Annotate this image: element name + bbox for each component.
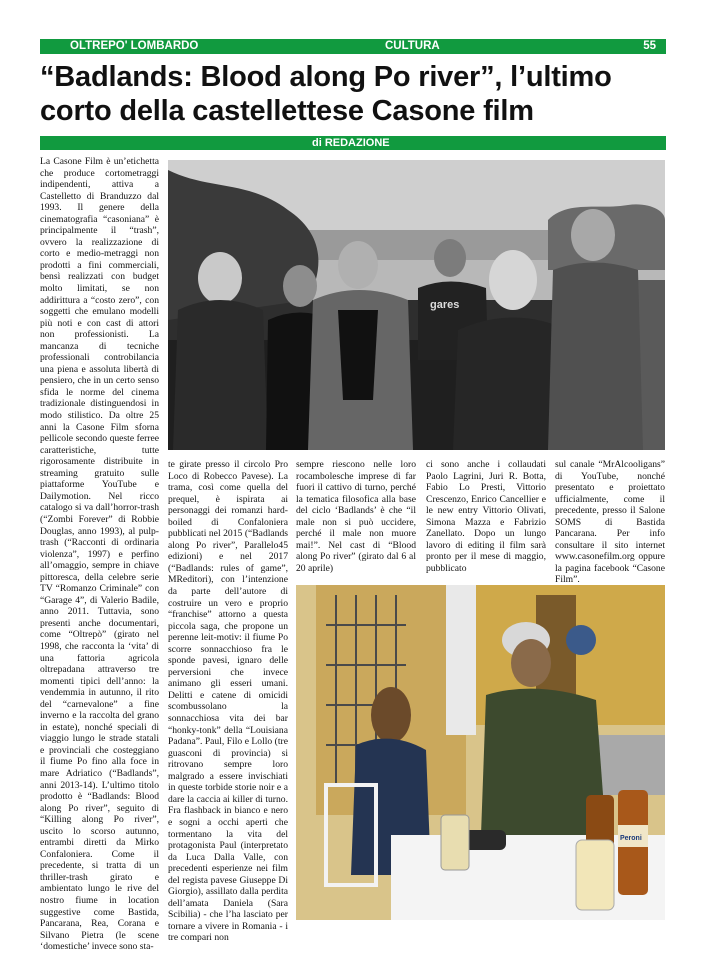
beer-label: Peroni bbox=[620, 835, 642, 842]
article-column-1 bbox=[40, 156, 159, 953]
article-column-5 bbox=[555, 459, 665, 586]
byline-bar bbox=[40, 136, 666, 150]
column-text: sempre riescono nelle loro rocambolesche imprese di far fuori il cattivo di turno, perché la tematica filosofica alla base del ciclo ‘Badlands’ è che “il male non si può uccidere, perché il male non muore mai!”. Nel cast di “Blood along Po river” (girato dal 6 al 20 aprile) bbox=[296, 459, 416, 574]
shirt-print: gares bbox=[430, 299, 460, 311]
column-text: te girate presso il circolo Pro Loco di Robecco Pavese). La trama, così come quella del prequel, è ispirata ai personaggi dei romanzi hard-boiled di Confaloniera pubblicati nel 2015 (“Badlands along Po river”, Parallelo45 edizioni) e nel 2017 (“Badlands: rules of game”, MReditori), con l’intenzione da parte dell’autore di costruire un vero e proprio “franchise” attorno a questa piccola saga, che propone un perenne leit-motiv: il fiume Po scorre sonnacchioso fra le sponde pavesi, ignaro delle perversioni che invece animano gli esseri umani. Delitti e catene di omicidi scombussolano la sonnacchiosa vita dei bar “honky-tonk” della “Louisiana Padana”. Paul, Filo e Lollo (tre guasconi di provincia) si ritrovano sempre loro malgrado a essere invischiati in queste torbide storie noir e a dare la caccia ai killer di turno. Fra flashback in bianco e nero e sogni a occhi aperti che tormentano la vita del protagonista Paul (interpretato da Luca Dalla Valle, con precedenti esperienze nei film del regista pavese Giuseppe Di Giorgio), assillato dalla perdita dell’amata Daniela (Sara Scibilia) - che l’ha lasciato per tornare a vivere in Romania - i tre compari non bbox=[168, 459, 288, 944]
column-text: La Casone Film è un’etichetta che produce cortometraggi indipendenti, attiva a Castelletto di Branduzzo dal 1993. Il genere della cinematografia “casoniana” è principalmente il “trash”, ovvero la realizzazione di corto e medio-metraggi non prodotti a fini commerciali, bensì realizzati con budget molto limitati, se non addirittura a “costo zero”, con soggetti che emulano modelli più noti e con cast di attori non professionisti. La mancanza di tecniche professionali controbilancia una piena e assoluta libertà di pensiero, che in un certo senso sfida le norme del cinema tradizionale distinguendosi in modo stilistico. Da oltre 25 anni la Casone Film sforna pellicole secondo queste ferree caratteristiche, tutte rigorosamente distribuite in streaming gratuito sulle piattaforme YouTube e Dailymotion. Nel ricco catalogo si va dall’horror-trash (“Zombi Forever” di Robbie Douglas, anno 1993), al pulp-trash (“Racconti di ordinaria violenza”, 1997) e perfino all’omaggio, sempre in chiave pittoresca, della celebre serie TV “Romanzo Criminale” con “Garage 4”, di Valerio Badile, anno 2011. Tuttavia, sono presenti anche documentari, come “Oltrepò” (girato nel 1998, che racconta la ‘vita’ di una fattoria agricola oltrepadana attraverso tre momenti tipici dell’anno: la vendemmia in autunno, il rito del “carnevalone” a fine inverno e la raccolta del grano in estate), nonché speciali di viaggio lungo le strade statali e provinciali che costeggiano il fiume Po fino alla foce in mare Adriatico (“Badlands”, anni 2013-14). L’ultimo titolo prodotto è “Badlands: Blood along Po river”, seguito di “Killing along Po river”, uscito lo scorso autunno, entrambi diretti da Mirko Confaloniera. Come il precedente, si tratta di un thriller-trash girato e ambientato lungo le rive del nostro fiume in location suggestive come Bastida, Pancarana, Rea, Corana e Silvano Pietra (le scene ‘domestiche’ invece sono sta- bbox=[40, 156, 159, 953]
set-photo bbox=[296, 585, 665, 920]
section-name: OLTREPO' LOMBARDO bbox=[70, 40, 199, 52]
article-column-4 bbox=[426, 459, 546, 574]
article-column-3 bbox=[296, 459, 416, 574]
byline: di REDAZIONE bbox=[312, 137, 390, 149]
column-text: ci sono anche i collaudati Paolo Lagrini, Juri R. Botta, Fabio Lo Presti, Vittorio Crescenzo, Enrico Cancellier e le new entry Vittorio Olivati, Simona Mazza e Fabrizio Zanellato. Dopo un lungo lavoro di editing il film sarà pronto per il mese di maggio, pubblicato bbox=[426, 459, 546, 574]
article-title: “Badlands: Blood along Po river”, l’ultimo corto della castellettese Casone film bbox=[40, 61, 612, 127]
category-name: CULTURA bbox=[385, 40, 440, 52]
header-bar bbox=[40, 39, 666, 54]
article-column-2 bbox=[168, 459, 288, 944]
column-text: sul canale “MrAlcooligans” di YouTube, nonché presentato e proiettato ufficialmente, come il precedente, presso il Salone SOMS di Bastida Pancarana. Per info consultare il sito internet www.casonefilm.org oppure la pagina facebook “Casone Film”. bbox=[555, 459, 665, 586]
page-number: 55 bbox=[643, 40, 656, 52]
cast-group-photo bbox=[168, 160, 665, 450]
